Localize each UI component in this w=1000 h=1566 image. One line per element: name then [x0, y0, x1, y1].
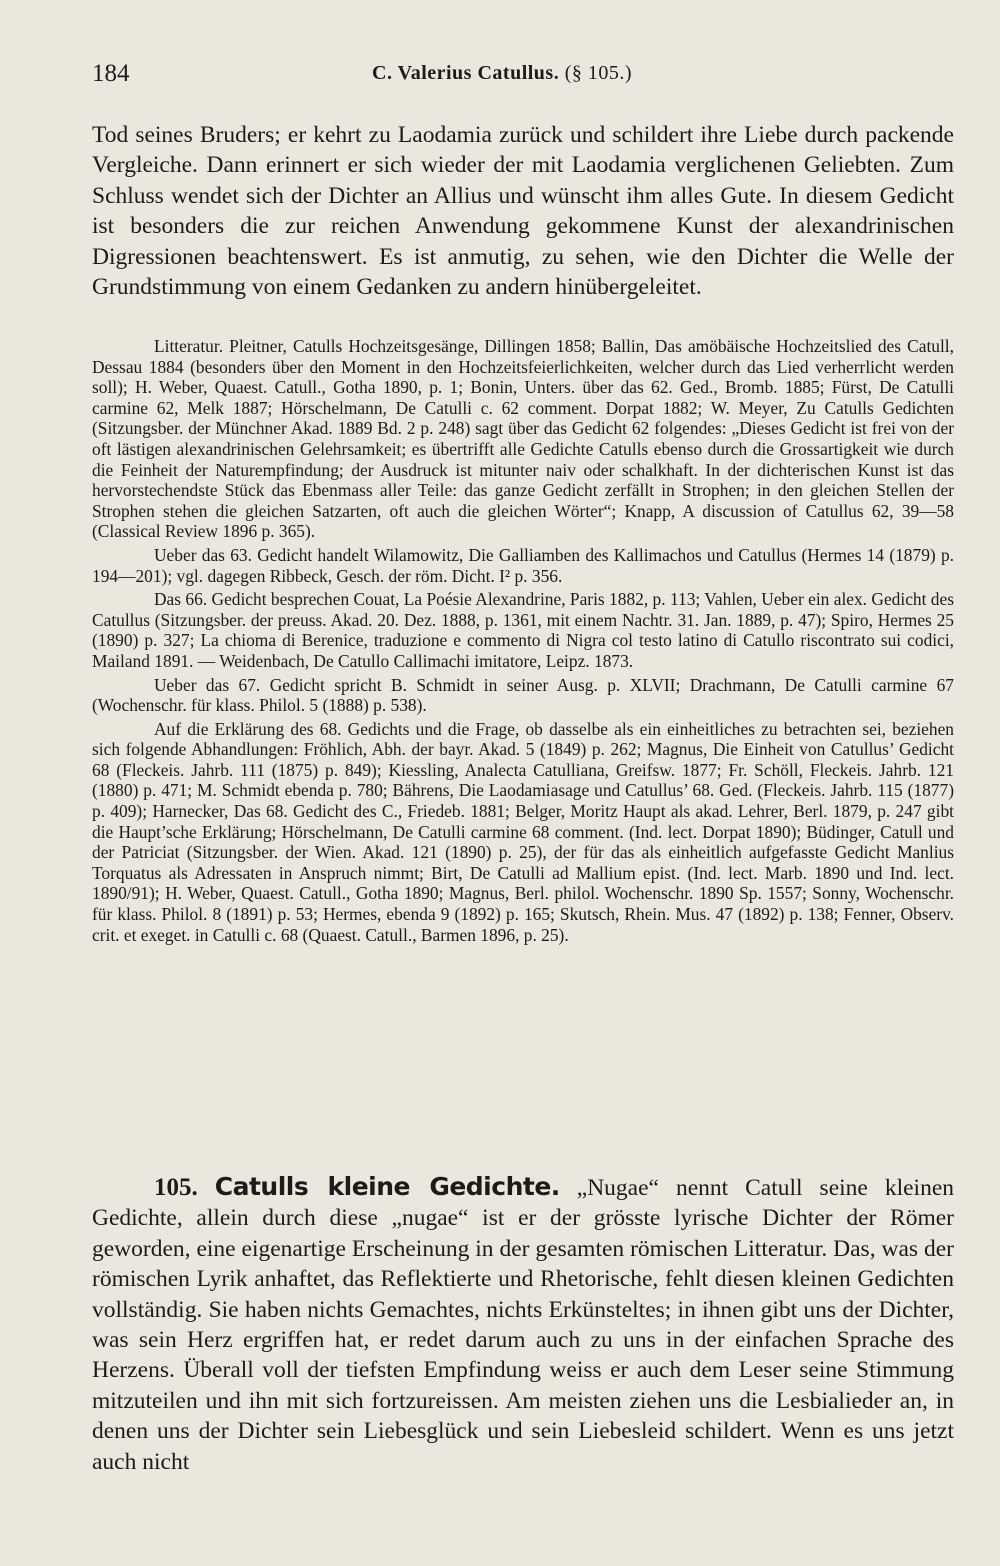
page-number: 184	[92, 60, 130, 87]
literature-entry-68: Auf die Erklärung des 68. Gedichts und die Frage, ob dasselbe als ein einheitliches zu betrachten sei, beziehen sich folgende Abhandlungen: Fröhlich, Abh. der bayr. Akad. 5 (1849) p. 262; Magnus, Die Einheit von Catullus’ Gedicht 68 (Fleckeis. Jahrb. 111 (1875) p. 849); Kiessling, Analecta Catulliana, Greifsw. 1877; Fr. Schöll, Fleckeis. Jahrb. 121 (1880) p. 471; M. Schmidt ebenda p. 780; Bährens, Die Laodamiasage und Catullus’ 68. Ged. (Fleckeis. Jahrb. 115 (1877) p. 409); Harnecker, Das 68. Gedicht des C., Friedeb. 1881; Belger, Moritz Haupt als akad. Lehrer, Berl. 1879, p. 247 gibt die Haupt’sche Erklärung; Hörschelmann, De Catulli carmine 68 comment. (Ind. lect. Dorpat 1890); Büdinger, Catull und der Patriciat (Sitzungsber. der Wien. Akad. 121 (1890) p. 25), der für das als einheitlich aufgefasste Gedicht Manlius Torquatus als Adressaten in Anspruch nimmt; Birt, De Catulli ad Mallium epist. (Ind. lect. Marb. 1890 und Ind. lect. 1890/91); H. Weber, Quaest. Catull., Gotha 1890; Magnus, Berl. philol. Wochenschr. 1890 Sp. 1557; Sonny, Wochenschr. für klass. Philol. 8 (1891) p. 53; Hermes, ebenda 9 (1892) p. 165; Skutsch, Rhein. Mus. 47 (1892) p. 138; Fenner, Observ. crit. et exeget. in Catulli c. 68 (Quaest. Catull., Barmen 1896, p. 25).	[92, 718, 954, 945]
literature-entry-62: Litteratur. Pleitner, Catulls Hochzeitsgesänge, Dillingen 1858; Ballin, Das amöbäische Hochzeitslied des Catull, Dessau 1884 (besonders über den Moment in den Hochzeitsfeierlichkeiten, welcher durch das Lied verherrlicht werden soll); H. Weber, Quaest. Catull., Gotha 1890, p. 1; Bonin, Unters. über das 62. Ged., Bromb. 1885; Fürst, De Catulli carmine 62, Melk 1887; Hörschelmann, De Catulli c. 62 comment. Dorpat 1882; W. Meyer, Zu Catulls Gedichten (Sitzungsber. der Münchner Akad. 1889 Bd. 2 p. 248) sagt über das Gedicht 62 folgendes: „Dieses Gedicht ist frei von der oft lästigen alexandrinischen Gelehrsamkeit; es übertrifft alle Gedichte Catulls ebenso durch die Grossartigkeit wie durch die Feinheit der Naturempfindung; der Ausdruck ist mitunter naiv oder schalkhaft. In der dichterischen Kunst ist das hervorstechendste Stück das Ebenmass aller Teile: das ganze Gedicht zerfällt in Strophen; in den gleichen Stellen der Strophen stehen die gleichen Satzarten, oft auch die gleichen Wörter“; Knapp, A discussion of Catullus 62, 39—58 (Classical Review 1896 p. 365).	[92, 336, 954, 542]
running-head-section: (§ 105.)	[564, 62, 633, 84]
section-title: Catulls kleine Gedichte.	[214, 1172, 560, 1201]
running-head-author: C. Valerius Catullus.	[372, 62, 560, 84]
literature-block	[92, 336, 954, 948]
literature-entry-66: Das 66. Gedicht besprechen Couat, La Poésie Alexandrine, Paris 1882, p. 113; Vahlen, Ueber ein alex. Gedicht des Catullus (Sitzungsber. der preuss. Akad. 20. Dez. 1888, p. 1361, mit einem Nachtr. 31. Jan. 1889, p. 47); Spiro, Hermes 25 (1890) p. 327; La chioma di Berenice, traduzione e commento di Nigra col testo latino di Catullo riscontrato sui codici, Mailand 1891. — Weidenbach, De Catullo Callimachi imitatore, Leipz. 1873.	[92, 589, 954, 671]
section-text: „Nugae“ nennt Catull seine kleinen Gedichte, allein durch diese „nugae“ ist er der grösste lyrische Dichter der Römer geworden, eine eigenartige Erscheinung in der gesamten römischen Litteratur. Das, was der römischen Lyrik anhaftet, das Reflektierte und Rhetorische, fehlt diesen kleinen Gedichten vollständig. Sie haben nichts Gemachtes, nichts Erkünsteltes; in ihnen gibt uns der Dichter, was sein Herz ergriffen hat, er redet darum auch zu uns in der einfachen Sprache des Herzens. Überall voll der tiefsten Empfindung weiss er auch dem Leser seine Stimmung mitzuteilen und ihn mit sich fortzureissen. Am meisten ziehen uns die Lesbialieder an, in denen uns der Dichter sein Liebesglück und sein Liebesleid schildert. Wenn es uns jetzt auch nicht	[92, 1175, 954, 1475]
running-head	[372, 62, 632, 85]
literature-entry-63: Ueber das 63. Gedicht handelt Wilamowitz, Die Galliamben des Kallimachos und Catullus (Hermes 14 (1879) p. 194—201); vgl. dagegen Ribbeck, Gesch. der röm. Dicht. I² p. 356.	[92, 544, 954, 586]
page-header	[92, 60, 920, 92]
section-105	[92, 1172, 954, 1477]
literature-entry-67: Ueber das 67. Gedicht spricht B. Schmidt in seiner Ausg. p. XLVII; Drachmann, De Catulli carmine 67 (Wochenschr. für klass. Philol. 5 (1888) p. 538).	[92, 674, 954, 716]
intro-paragraph: Tod seines Bruders; er kehrt zu Laodamia zurück und schildert ihre Liebe durch packende Vergleiche. Dann erinnert er sich wieder der mit Laodamia verglichenen Geliebten. Zum Schluss wendet sich der Dichter an Allius und wünscht ihm alles Gute. In diesem Gedicht ist besonders die zur reichen Anwendung gekommene Kunst der alexandrinischen Digressionen beachtenswert. Es ist anmutig, zu sehen, wie den Dichter die Welle der Grundstimmung von einem Gedanken zu andern hinübergeleitet.	[92, 122, 954, 301]
section-number: 105.	[154, 1174, 198, 1201]
